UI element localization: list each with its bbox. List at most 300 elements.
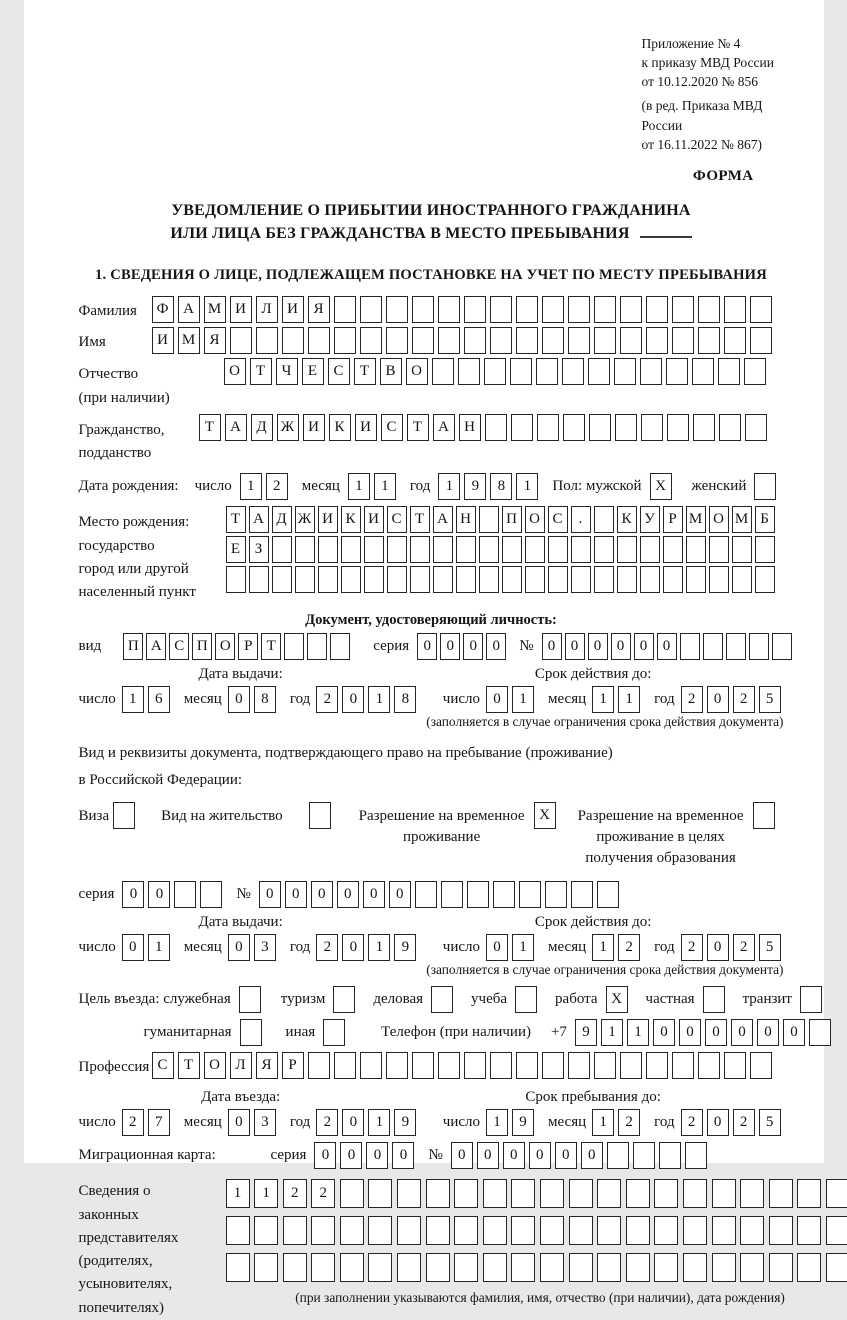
char-box[interactable]: Д [272,506,292,533]
char-box[interactable] [683,1179,707,1208]
char-box[interactable]: 0 [486,686,508,713]
char-box[interactable] [397,1216,421,1245]
char-box[interactable] [308,327,330,354]
char-box[interactable] [318,566,338,593]
char-box[interactable]: А [225,414,247,441]
char-box[interactable] [703,633,723,660]
char-box[interactable] [686,566,706,593]
char-box[interactable] [397,1179,421,1208]
char-box[interactable]: X [606,986,628,1013]
char-box[interactable]: 2 [266,473,288,500]
char-box[interactable]: Т [250,358,272,385]
char-box[interactable]: Б [755,506,775,533]
char-box[interactable]: И [282,296,304,323]
char-box[interactable] [249,566,269,593]
char-box[interactable] [594,327,616,354]
char-box[interactable] [282,327,304,354]
char-box[interactable] [569,1179,593,1208]
char-box[interactable] [525,536,545,563]
char-box[interactable] [562,358,584,385]
char-box[interactable] [569,1216,593,1245]
char-box[interactable] [323,1019,345,1046]
char-box[interactable]: 3 [254,1109,276,1136]
char-box[interactable]: 0 [657,633,677,660]
char-box[interactable] [719,414,741,441]
char-box[interactable]: 0 [122,881,144,908]
char-box[interactable] [663,566,683,593]
char-box[interactable]: И [230,296,252,323]
char-box[interactable]: У [640,506,660,533]
char-box[interactable] [769,1179,793,1208]
char-box[interactable]: 0 [707,686,729,713]
char-box[interactable] [724,296,746,323]
char-box[interactable] [724,1052,746,1079]
char-box[interactable]: 0 [366,1142,388,1169]
char-box[interactable]: 7 [148,1109,170,1136]
char-box[interactable] [772,633,792,660]
char-box[interactable] [589,414,611,441]
char-box[interactable] [387,566,407,593]
char-box[interactable] [659,1142,681,1169]
char-box[interactable] [740,1179,764,1208]
char-box[interactable] [617,536,637,563]
char-box[interactable] [364,566,384,593]
char-box[interactable] [334,1052,356,1079]
char-box[interactable]: 9 [464,473,486,500]
char-box[interactable] [826,1179,847,1208]
char-box[interactable]: Я [204,327,226,354]
char-box[interactable] [272,536,292,563]
char-box[interactable]: Т [410,506,430,533]
char-box[interactable] [640,358,662,385]
char-box[interactable] [239,986,261,1013]
char-box[interactable] [569,1253,593,1282]
char-box[interactable] [692,358,714,385]
char-box[interactable] [597,1179,621,1208]
char-box[interactable] [254,1253,278,1282]
char-box[interactable] [454,1216,478,1245]
char-box[interactable] [516,296,538,323]
char-box[interactable] [360,296,382,323]
char-box[interactable]: 0 [392,1142,414,1169]
char-box[interactable] [511,1179,535,1208]
char-box[interactable]: А [433,506,453,533]
char-box[interactable]: Ч [276,358,298,385]
char-box[interactable]: 8 [254,686,276,713]
char-box[interactable]: Ж [277,414,299,441]
char-box[interactable] [724,327,746,354]
char-box[interactable]: 0 [259,881,281,908]
char-box[interactable] [750,327,772,354]
char-box[interactable]: 5 [759,1109,781,1136]
char-box[interactable]: С [152,1052,174,1079]
char-box[interactable]: К [341,506,361,533]
char-box[interactable] [542,1052,564,1079]
char-box[interactable] [667,414,689,441]
char-box[interactable] [709,536,729,563]
char-box[interactable] [490,296,512,323]
char-box[interactable]: 1 [601,1019,623,1046]
char-box[interactable]: 5 [759,934,781,961]
char-box[interactable] [516,327,538,354]
char-box[interactable]: 8 [490,473,512,500]
char-box[interactable] [686,536,706,563]
char-box[interactable]: М [204,296,226,323]
char-box[interactable] [744,358,766,385]
char-box[interactable]: 0 [340,1142,362,1169]
char-box[interactable]: 0 [314,1142,336,1169]
char-box[interactable]: 0 [337,881,359,908]
char-box[interactable]: 0 [581,1142,603,1169]
char-box[interactable] [826,1253,847,1282]
char-box[interactable]: 0 [122,934,144,961]
char-box[interactable]: 1 [368,686,390,713]
char-box[interactable] [626,1216,650,1245]
char-box[interactable] [620,296,642,323]
char-box[interactable] [646,1052,668,1079]
char-box[interactable] [754,473,776,500]
char-box[interactable] [740,1216,764,1245]
char-box[interactable]: 1 [592,1109,614,1136]
char-box[interactable]: 1 [240,473,262,500]
char-box[interactable] [672,296,694,323]
char-box[interactable] [412,1052,434,1079]
char-box[interactable]: П [123,633,143,660]
char-box[interactable]: 1 [592,934,614,961]
char-box[interactable] [654,1179,678,1208]
char-box[interactable] [597,1216,621,1245]
char-box[interactable] [410,536,430,563]
char-box[interactable]: 0 [342,686,364,713]
char-box[interactable] [386,296,408,323]
char-box[interactable] [386,327,408,354]
char-box[interactable]: Т [199,414,221,441]
char-box[interactable] [479,506,499,533]
char-box[interactable]: О [525,506,545,533]
char-box[interactable] [432,358,454,385]
char-box[interactable]: 0 [228,1109,250,1136]
char-box[interactable] [800,986,822,1013]
char-box[interactable] [568,327,590,354]
char-box[interactable] [341,536,361,563]
char-box[interactable]: 0 [529,1142,551,1169]
char-box[interactable] [454,1179,478,1208]
char-box[interactable] [797,1216,821,1245]
char-box[interactable]: И [355,414,377,441]
char-box[interactable] [698,296,720,323]
char-box[interactable]: 1 [516,473,538,500]
char-box[interactable] [113,802,135,829]
char-box[interactable]: 6 [148,686,170,713]
char-box[interactable] [272,566,292,593]
char-box[interactable] [438,1052,460,1079]
char-box[interactable]: 1 [618,686,640,713]
char-box[interactable] [490,327,512,354]
char-box[interactable]: М [686,506,706,533]
char-box[interactable] [340,1216,364,1245]
char-box[interactable] [364,536,384,563]
char-box[interactable] [536,358,558,385]
char-box[interactable]: 2 [681,1109,703,1136]
char-box[interactable] [438,296,460,323]
char-box[interactable] [749,633,769,660]
char-box[interactable]: С [381,414,403,441]
char-box[interactable] [712,1253,736,1282]
char-box[interactable] [464,1052,486,1079]
char-box[interactable]: К [329,414,351,441]
char-box[interactable] [712,1179,736,1208]
char-box[interactable] [545,881,567,908]
char-box[interactable] [240,1019,262,1046]
char-box[interactable] [797,1253,821,1282]
char-box[interactable]: Е [302,358,324,385]
char-box[interactable] [698,327,720,354]
char-box[interactable] [594,506,614,533]
char-box[interactable]: Д [251,414,273,441]
char-box[interactable]: . [571,506,591,533]
char-box[interactable] [594,296,616,323]
char-box[interactable]: С [328,358,350,385]
char-box[interactable] [454,1253,478,1282]
char-box[interactable]: 9 [394,1109,416,1136]
char-box[interactable]: Р [282,1052,304,1079]
char-box[interactable] [308,1052,330,1079]
char-box[interactable]: С [548,506,568,533]
char-box[interactable]: 0 [679,1019,701,1046]
char-box[interactable]: 9 [394,934,416,961]
char-box[interactable]: 0 [486,633,506,660]
char-box[interactable] [387,536,407,563]
char-box[interactable] [511,414,533,441]
char-box[interactable]: 2 [618,1109,640,1136]
char-box[interactable] [516,1052,538,1079]
char-box[interactable]: 1 [148,934,170,961]
char-box[interactable] [483,1179,507,1208]
char-box[interactable]: О [224,358,246,385]
char-box[interactable] [663,536,683,563]
char-box[interactable]: О [406,358,428,385]
char-box[interactable]: 0 [463,633,483,660]
char-box[interactable]: 1 [122,686,144,713]
char-box[interactable] [672,327,694,354]
char-box[interactable]: 2 [316,934,338,961]
char-box[interactable]: 2 [122,1109,144,1136]
char-box[interactable] [368,1179,392,1208]
char-box[interactable]: 0 [757,1019,779,1046]
char-box[interactable]: М [732,506,752,533]
char-box[interactable] [226,566,246,593]
char-box[interactable] [703,986,725,1013]
char-box[interactable]: А [433,414,455,441]
char-box[interactable] [672,1052,694,1079]
char-box[interactable] [360,327,382,354]
char-box[interactable]: Я [308,296,330,323]
char-box[interactable]: 2 [681,934,703,961]
char-box[interactable] [511,1253,535,1282]
char-box[interactable] [571,881,593,908]
char-box[interactable] [685,1142,707,1169]
char-box[interactable]: X [650,473,672,500]
char-box[interactable]: 8 [394,686,416,713]
char-box[interactable] [415,881,437,908]
char-box[interactable] [226,1216,250,1245]
char-box[interactable] [568,1052,590,1079]
char-box[interactable]: 0 [148,881,170,908]
char-box[interactable]: Н [459,414,481,441]
char-box[interactable]: Я [256,1052,278,1079]
char-box[interactable] [174,881,196,908]
char-box[interactable] [732,536,752,563]
char-box[interactable]: 0 [228,934,250,961]
char-box[interactable]: 0 [707,1109,729,1136]
char-box[interactable]: 0 [342,934,364,961]
char-box[interactable] [666,358,688,385]
char-box[interactable] [548,536,568,563]
char-box[interactable]: М [178,327,200,354]
char-box[interactable] [571,536,591,563]
char-box[interactable] [698,1052,720,1079]
char-box[interactable] [458,358,480,385]
char-box[interactable] [433,536,453,563]
char-box[interactable]: Т [354,358,376,385]
char-box[interactable] [755,536,775,563]
char-box[interactable]: Р [663,506,683,533]
char-box[interactable] [283,1253,307,1282]
char-box[interactable] [426,1216,450,1245]
char-box[interactable] [740,1253,764,1282]
char-box[interactable] [626,1179,650,1208]
char-box[interactable]: 0 [588,633,608,660]
char-box[interactable] [750,1052,772,1079]
char-box[interactable]: 1 [512,934,534,961]
char-box[interactable]: Т [178,1052,200,1079]
char-box[interactable]: С [387,506,407,533]
char-box[interactable] [511,1216,535,1245]
char-box[interactable]: 0 [389,881,411,908]
char-box[interactable] [571,566,591,593]
char-box[interactable] [525,566,545,593]
char-box[interactable] [597,1253,621,1282]
char-box[interactable] [797,1179,821,1208]
char-box[interactable] [311,1253,335,1282]
char-box[interactable] [502,566,522,593]
char-box[interactable] [200,881,222,908]
char-box[interactable] [745,414,767,441]
char-box[interactable]: 1 [592,686,614,713]
char-box[interactable] [433,566,453,593]
char-box[interactable] [617,566,637,593]
char-box[interactable] [502,536,522,563]
char-box[interactable]: 1 [348,473,370,500]
char-box[interactable]: А [146,633,166,660]
char-box[interactable] [360,1052,382,1079]
char-box[interactable] [712,1216,736,1245]
char-box[interactable] [809,1019,831,1046]
char-box[interactable] [368,1216,392,1245]
char-box[interactable] [431,986,453,1013]
char-box[interactable] [483,1253,507,1282]
char-box[interactable] [732,566,752,593]
char-box[interactable]: Р [238,633,258,660]
char-box[interactable]: 0 [705,1019,727,1046]
char-box[interactable] [333,986,355,1013]
char-box[interactable]: 1 [368,934,390,961]
char-box[interactable] [386,1052,408,1079]
char-box[interactable] [594,566,614,593]
char-box[interactable] [537,414,559,441]
char-box[interactable]: О [215,633,235,660]
char-box[interactable] [542,327,564,354]
char-box[interactable] [683,1216,707,1245]
char-box[interactable]: 0 [440,633,460,660]
char-box[interactable]: 0 [653,1019,675,1046]
char-box[interactable] [412,327,434,354]
char-box[interactable] [646,296,668,323]
char-box[interactable] [640,566,660,593]
char-box[interactable] [490,1052,512,1079]
char-box[interactable]: О [204,1052,226,1079]
char-box[interactable]: И [318,506,338,533]
char-box[interactable]: 0 [486,934,508,961]
char-box[interactable]: 2 [283,1179,307,1208]
char-box[interactable] [753,802,775,829]
char-box[interactable]: 0 [311,881,333,908]
char-box[interactable] [769,1216,793,1245]
char-box[interactable]: С [169,633,189,660]
char-box[interactable] [438,327,460,354]
char-box[interactable] [441,881,463,908]
char-box[interactable] [426,1253,450,1282]
char-box[interactable]: В [380,358,402,385]
char-box[interactable] [283,1216,307,1245]
char-box[interactable]: Е [226,536,246,563]
char-box[interactable] [620,327,642,354]
char-box[interactable]: 1 [374,473,396,500]
char-box[interactable] [646,327,668,354]
char-box[interactable]: А [178,296,200,323]
char-box[interactable] [484,358,506,385]
char-box[interactable] [456,536,476,563]
char-box[interactable]: 0 [542,633,562,660]
char-box[interactable] [726,633,746,660]
char-box[interactable]: 2 [733,1109,755,1136]
char-box[interactable] [540,1216,564,1245]
char-box[interactable]: 0 [342,1109,364,1136]
char-box[interactable] [755,566,775,593]
char-box[interactable]: 0 [503,1142,525,1169]
char-box[interactable]: 0 [565,633,585,660]
char-box[interactable]: 9 [512,1109,534,1136]
char-box[interactable]: Ф [152,296,174,323]
char-box[interactable]: Н [456,506,476,533]
char-box[interactable] [693,414,715,441]
char-box[interactable]: Т [226,506,246,533]
char-box[interactable]: 1 [368,1109,390,1136]
char-box[interactable]: 1 [226,1179,250,1208]
char-box[interactable] [568,296,590,323]
char-box[interactable]: К [617,506,637,533]
char-box[interactable]: 0 [731,1019,753,1046]
char-box[interactable] [309,802,331,829]
char-box[interactable]: 0 [417,633,437,660]
char-box[interactable] [226,1253,250,1282]
char-box[interactable] [341,566,361,593]
char-box[interactable] [456,566,476,593]
char-box[interactable] [254,1216,278,1245]
char-box[interactable] [295,536,315,563]
char-box[interactable] [485,414,507,441]
char-box[interactable] [334,296,356,323]
